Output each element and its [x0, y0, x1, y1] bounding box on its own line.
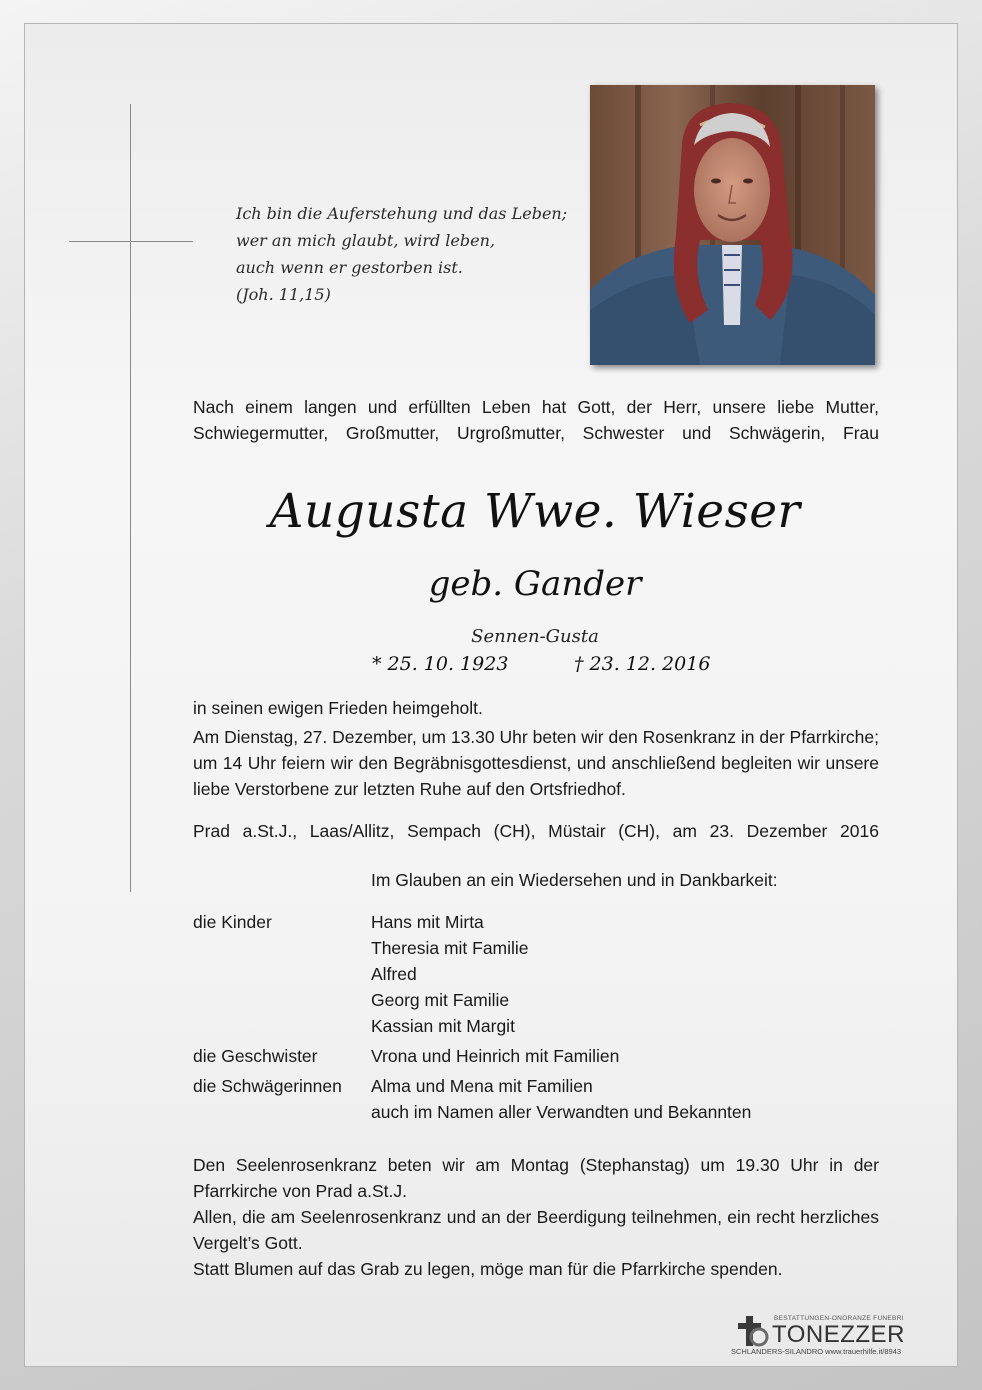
rosary-text: Den Seelenrosenkranz beten wir am Montag (Stephanstag) um 19.30 Uhr in der Pfarrkirche von Prad a.St.J.	[193, 1155, 879, 1201]
family-relation: die Kinder	[193, 912, 272, 932]
verse-line: Ich bin die Auferstehung und das Leben;	[236, 204, 568, 223]
cross-logo-icon	[735, 1314, 769, 1348]
family-member: Alfred	[371, 964, 417, 984]
cross-horizontal	[69, 241, 193, 242]
verse-reference: (Joh. 11,15)	[236, 285, 331, 304]
verse-line: auch wenn er gestorben ist.	[236, 258, 463, 277]
intro-line: Schwiegermutter, Großmutter, Urgroßmutter, Schwester und Schwägerin, Frau	[193, 423, 879, 443]
family-member: auch im Namen aller Verwandten und Bekannten	[371, 1102, 752, 1122]
heimgeholt-text: in seinen ewigen Frieden heimgeholt.	[193, 698, 483, 718]
portrait-photo	[590, 85, 875, 365]
birth-date: * 25. 10. 1923	[372, 653, 509, 675]
family-row	[193, 1073, 879, 1125]
family-member: Theresia mit Familie	[371, 938, 529, 958]
place-date-text: Prad a.St.J., Laas/Allitz, Sempach (CH), Müstair (CH), am 23. Dezember 2016	[193, 821, 879, 841]
intro-line: Nach einem langen und erfüllten Leben hat Gott, der Herr, unsere liebe Mutter,	[193, 397, 879, 417]
family-names	[371, 1043, 619, 1069]
funeral-home-logo	[731, 1310, 931, 1360]
verse-line: wer an mich glaubt, wird leben,	[236, 231, 495, 250]
family-member: Kassian mit Margit	[371, 1016, 515, 1036]
family-list	[193, 909, 879, 1125]
closing-notes	[193, 1152, 879, 1282]
logo-subline: SCHLANDERS-SILANDRO www.trauerhilfe.it/8943	[731, 1347, 902, 1356]
death-date: † 23. 12. 2016	[574, 653, 711, 675]
gratitude-text: Im Glauben an ein Wiedersehen und in Dankbarkeit:	[371, 870, 778, 890]
family-names	[371, 1073, 751, 1125]
family-names	[371, 909, 529, 1039]
maiden-name: geb. Gander	[428, 564, 642, 604]
cross-vertical	[130, 104, 131, 892]
family-relation: die Geschwister	[193, 1046, 318, 1066]
family-relation: die Schwägerinnen	[193, 1076, 342, 1096]
flowers-text: Statt Blumen auf das Grab zu legen, möge man für die Pfarrkirche spenden.	[193, 1259, 783, 1279]
obituary-page	[25, 24, 957, 1366]
thanks-text: Allen, die am Seelenrosenkranz und an der Beerdigung teilnehmen, ein recht herzliches Vergelt’s Gott.	[193, 1207, 879, 1253]
nickname: Sennen-Gusta	[471, 626, 599, 647]
logo-brand: TONEZZER	[772, 1321, 905, 1348]
intro-text	[193, 394, 879, 446]
family-member: Alma und Mena mit Familien	[371, 1076, 593, 1096]
deceased-name: Augusta Wwe. Wieser	[269, 484, 801, 539]
family-row	[193, 909, 879, 1039]
logo-tagline: BESTATTUNGEN-ONORANZE FUNEBRI	[774, 1315, 904, 1322]
bible-verse	[236, 200, 566, 308]
family-member: Hans mit Mirta	[371, 912, 484, 932]
funeral-service-text: Am Dienstag, 27. Dezember, um 13.30 Uhr beten wir den Rosenkranz in der Pfarrkirche; um 14 Uhr feiern wir den Begräbnisgottesdienst, und anschließend begleiten wir unsere liebe Verstorbene zur letzten Ruhe auf den Ortsfriedhof.	[193, 727, 879, 799]
portrait-image	[590, 85, 875, 365]
family-member: Vrona und Heinrich mit Familien	[371, 1046, 620, 1066]
family-row	[193, 1043, 879, 1069]
family-member: Georg mit Familie	[371, 990, 510, 1010]
